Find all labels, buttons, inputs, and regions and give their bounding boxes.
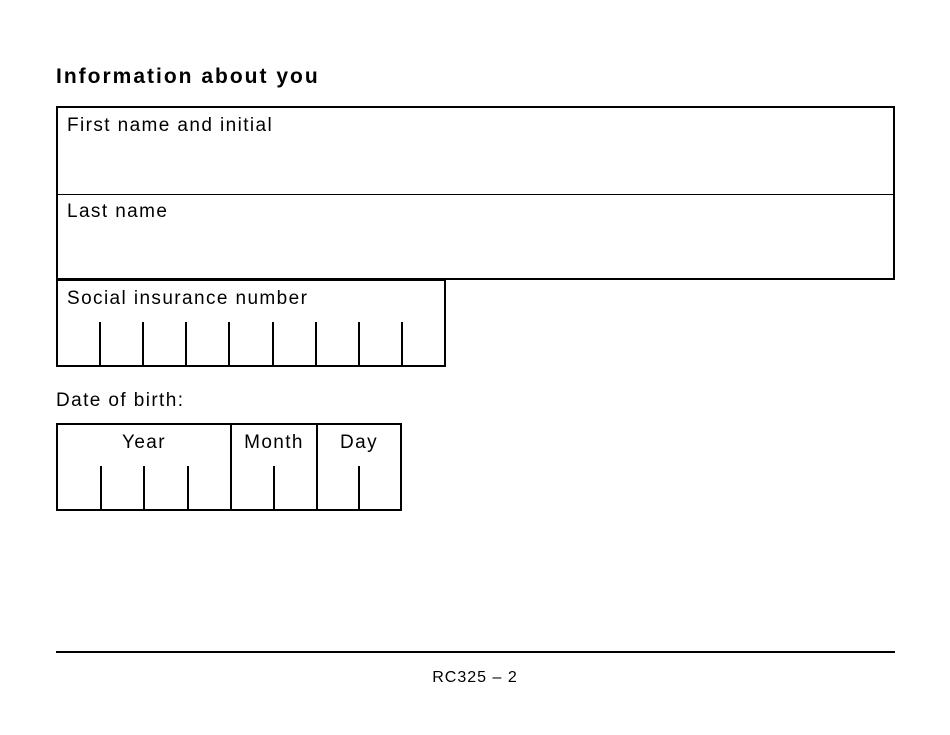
dob-field-box: [56, 423, 402, 511]
first-name-row[interactable]: [58, 108, 893, 195]
dob-year-label: Year: [122, 432, 166, 453]
dob-day-label: Day: [340, 432, 378, 453]
dob-day-cells: [318, 466, 400, 509]
dob-month-label: Month: [244, 432, 304, 453]
dob-month-digit-cell[interactable]: [232, 466, 273, 509]
sin-digit-cell[interactable]: [99, 322, 142, 365]
sin-digit-cell[interactable]: [358, 322, 401, 365]
dob-day-digit-cell[interactable]: [318, 466, 358, 509]
dob-year-digit-cell[interactable]: [100, 466, 144, 509]
last-name-row[interactable]: [58, 194, 893, 280]
dob-year-digit-cell[interactable]: [58, 466, 100, 509]
last-name-input[interactable]: [58, 226, 893, 280]
dob-month-cells: [232, 466, 316, 509]
name-fields-box: [56, 106, 895, 280]
dob-day-group: [316, 425, 400, 509]
sin-label: Social insurance number: [67, 288, 309, 309]
sin-digit-cell[interactable]: [401, 322, 444, 365]
sin-digit-cell[interactable]: [228, 322, 271, 365]
sin-digit-cell[interactable]: [315, 322, 358, 365]
last-name-label: Last name: [67, 201, 169, 222]
form-page-code: RC325 – 2: [432, 669, 518, 686]
sin-digit-cells: [58, 322, 444, 365]
sin-digit-cell[interactable]: [142, 322, 185, 365]
dob-month-digit-cell[interactable]: [273, 466, 316, 509]
dob-label: Date of birth:: [56, 390, 185, 411]
sin-digit-cell[interactable]: [58, 322, 99, 365]
first-name-label: First name and initial: [67, 115, 274, 136]
dob-year-group: [58, 425, 230, 509]
dob-year-cells: [58, 466, 230, 509]
dob-year-digit-cell[interactable]: [143, 466, 187, 509]
section-title: Information about you: [56, 65, 320, 88]
first-name-input[interactable]: [58, 140, 893, 194]
dob-month-group: [230, 425, 316, 509]
sin-digit-cell[interactable]: [185, 322, 228, 365]
sin-digit-cell[interactable]: [272, 322, 315, 365]
dob-year-digit-cell[interactable]: [187, 466, 231, 509]
dob-day-digit-cell[interactable]: [358, 466, 400, 509]
footer-divider: [56, 651, 895, 653]
sin-field-box: [56, 279, 446, 367]
